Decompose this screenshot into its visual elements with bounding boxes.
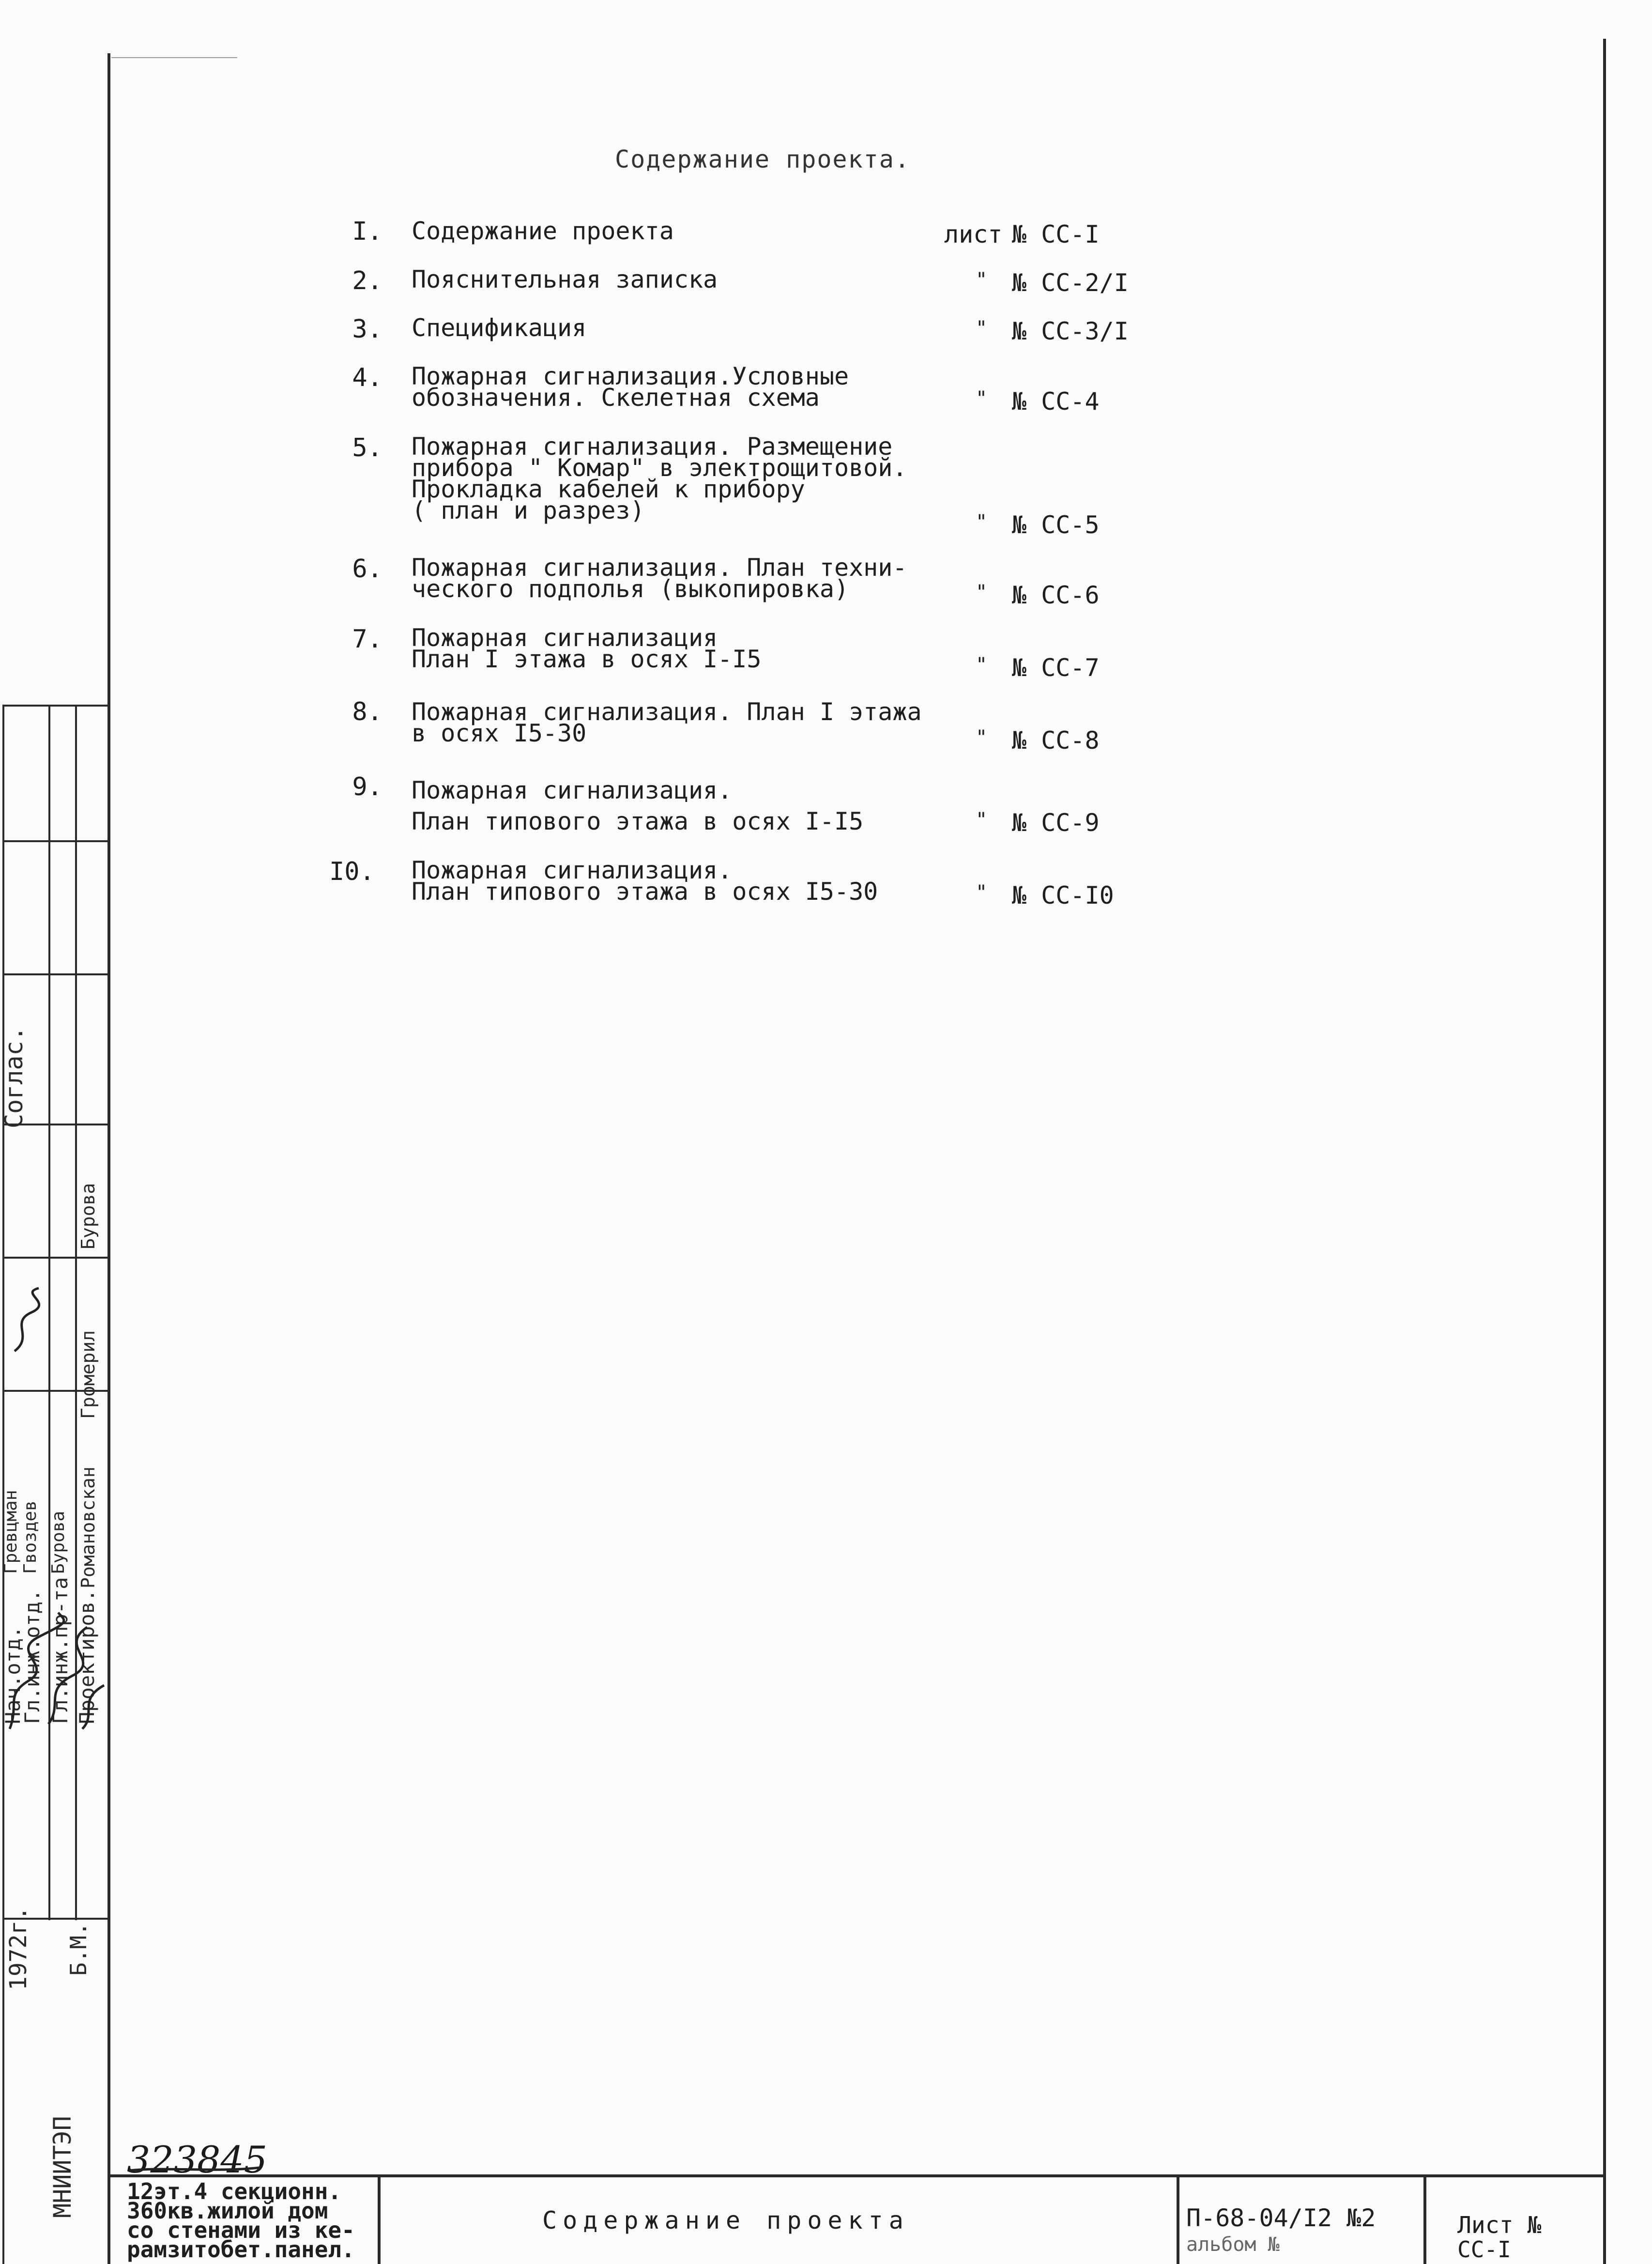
toc-item-number: 3. xyxy=(352,315,382,344)
stamp-bm: Б.М. xyxy=(65,1922,92,1976)
toc-item-number: I0. xyxy=(329,857,375,886)
toc-item-text: Пожарная сигнализация. План типового этажа в осях I-I5 xyxy=(412,776,864,835)
toc-item-text: Пожарная сигнализация. План техни- ческого подполья (выкопировка) xyxy=(412,554,907,603)
toc-item-sheet: № СС-8 xyxy=(1012,726,1100,755)
toc-item-number: 9. xyxy=(352,772,382,801)
stamp-name: Громерил xyxy=(77,1330,99,1419)
title-block-divider xyxy=(1423,2174,1426,2264)
toc-item-number: 6. xyxy=(352,554,382,584)
signature-mark xyxy=(5,1283,48,1356)
stamp-grid-line xyxy=(2,705,4,2264)
toc-ditto-mark: " xyxy=(976,581,988,603)
project-code: П-68-04/I2 №2 xyxy=(1186,2204,1376,2232)
toc-item-text: Пожарная сигнализация. Размещение прибора " Комар" в электрощитовой. Прокладка кабелей к прибору ( план и разрез) xyxy=(412,432,907,524)
stamp-soglas: Соглас. xyxy=(0,1026,28,1128)
toc-sheet-label: лист xyxy=(944,220,1003,248)
project-description: 12эт.4 секционн. 360кв.жилой дом со стенами из ке- рамзитобет.панел. xyxy=(127,2178,355,2263)
toc-ditto-mark: " xyxy=(976,511,988,533)
stamp-name: Бурова xyxy=(48,1510,68,1574)
toc-item-text: Пояснительная записка xyxy=(412,265,718,293)
toc-ditto-mark: " xyxy=(976,881,988,904)
toc-item-number: 4. xyxy=(352,363,382,392)
frame-top-left-tick xyxy=(111,57,237,58)
frame-left-line xyxy=(107,53,110,2264)
title-block-top-line xyxy=(107,2174,1606,2177)
stamp-name: Романовскан xyxy=(77,1466,99,1588)
stamp-role: Гл.инж.пр-та xyxy=(48,1577,72,1724)
toc-item-number: 2. xyxy=(352,266,382,295)
toc-item-number: I. xyxy=(352,217,382,246)
stamp-name: Гревцман xyxy=(1,1490,21,1574)
toc-item-text: Пожарная сигнализация. План I этажа в осях I5-30 xyxy=(412,698,922,747)
toc-item-sheet: № СС-5 xyxy=(1012,511,1100,539)
album-label: альбом № xyxy=(1186,2233,1280,2256)
toc-ditto-mark: " xyxy=(976,809,988,831)
toc-item-number: 7. xyxy=(352,625,382,654)
stamp-grid-line xyxy=(2,1257,110,1259)
toc-item-sheet: № СС-I xyxy=(1012,220,1100,248)
stamp-role: Проектиров. xyxy=(75,1589,99,1724)
toc-item-sheet: № СС-2/I xyxy=(1012,269,1129,297)
toc-ditto-mark: " xyxy=(976,387,988,410)
toc-item-sheet: № СС-3/I xyxy=(1012,317,1129,345)
stamp-grid-line xyxy=(2,840,110,842)
toc-item-text: Содержание проекта xyxy=(412,217,674,245)
stamp-role: Гл.инж.отд. xyxy=(20,1589,44,1724)
toc-item-number: 8. xyxy=(352,697,382,726)
stamp-name: Гвоздев xyxy=(20,1500,40,1574)
stamp-grid-line xyxy=(75,705,77,1920)
stamp-year: 1972г. xyxy=(5,1906,32,1990)
title-block-divider xyxy=(378,2174,381,2264)
inventory-underline xyxy=(127,2165,262,2174)
sheet-number: СС-I xyxy=(1457,2236,1511,2263)
sheet-title: Содержание проекта xyxy=(542,2206,909,2234)
title-block-divider xyxy=(1177,2174,1179,2264)
toc-item-text: Пожарная сигнализация. План типового этажа в осях I5-30 xyxy=(412,856,878,906)
document-title: Содержание проекта. xyxy=(615,145,910,173)
stamp-grid-line xyxy=(48,705,50,1920)
toc-ditto-mark: " xyxy=(976,317,988,339)
stamp-grid-line xyxy=(2,705,110,707)
toc-item-text: Пожарная сигнализация План I этажа в осях I-I5 xyxy=(412,624,762,673)
inventory-number: 323845 xyxy=(127,2138,268,2181)
stamp-name: Бурова xyxy=(77,1183,99,1249)
toc-item-text: Пожарная сигнализация.Условные обозначения. Скелетная схема xyxy=(412,362,849,412)
toc-item-sheet: № СС-7 xyxy=(1012,654,1100,682)
toc-item-sheet: № СС-I0 xyxy=(1012,881,1114,909)
toc-item-sheet: № СС-6 xyxy=(1012,581,1100,609)
toc-ditto-mark: " xyxy=(976,726,988,749)
stamp-role: Нач.отд. xyxy=(1,1626,25,1724)
toc-ditto-mark: " xyxy=(976,654,988,676)
toc-item-sheet: № СС-4 xyxy=(1012,387,1100,416)
stamp-grid-line xyxy=(2,973,110,975)
toc-item-number: 5. xyxy=(352,433,382,462)
stamp-organization: МНИИТЭП xyxy=(48,2116,76,2218)
toc-item-text: Спецификация xyxy=(412,314,587,342)
signature-mark xyxy=(0,1608,111,1734)
toc-ditto-mark: " xyxy=(976,269,988,291)
toc-item-sheet: № СС-9 xyxy=(1012,809,1100,837)
frame-right-line xyxy=(1603,39,1606,2264)
sheet-number-label: Лист № xyxy=(1457,2212,1542,2239)
